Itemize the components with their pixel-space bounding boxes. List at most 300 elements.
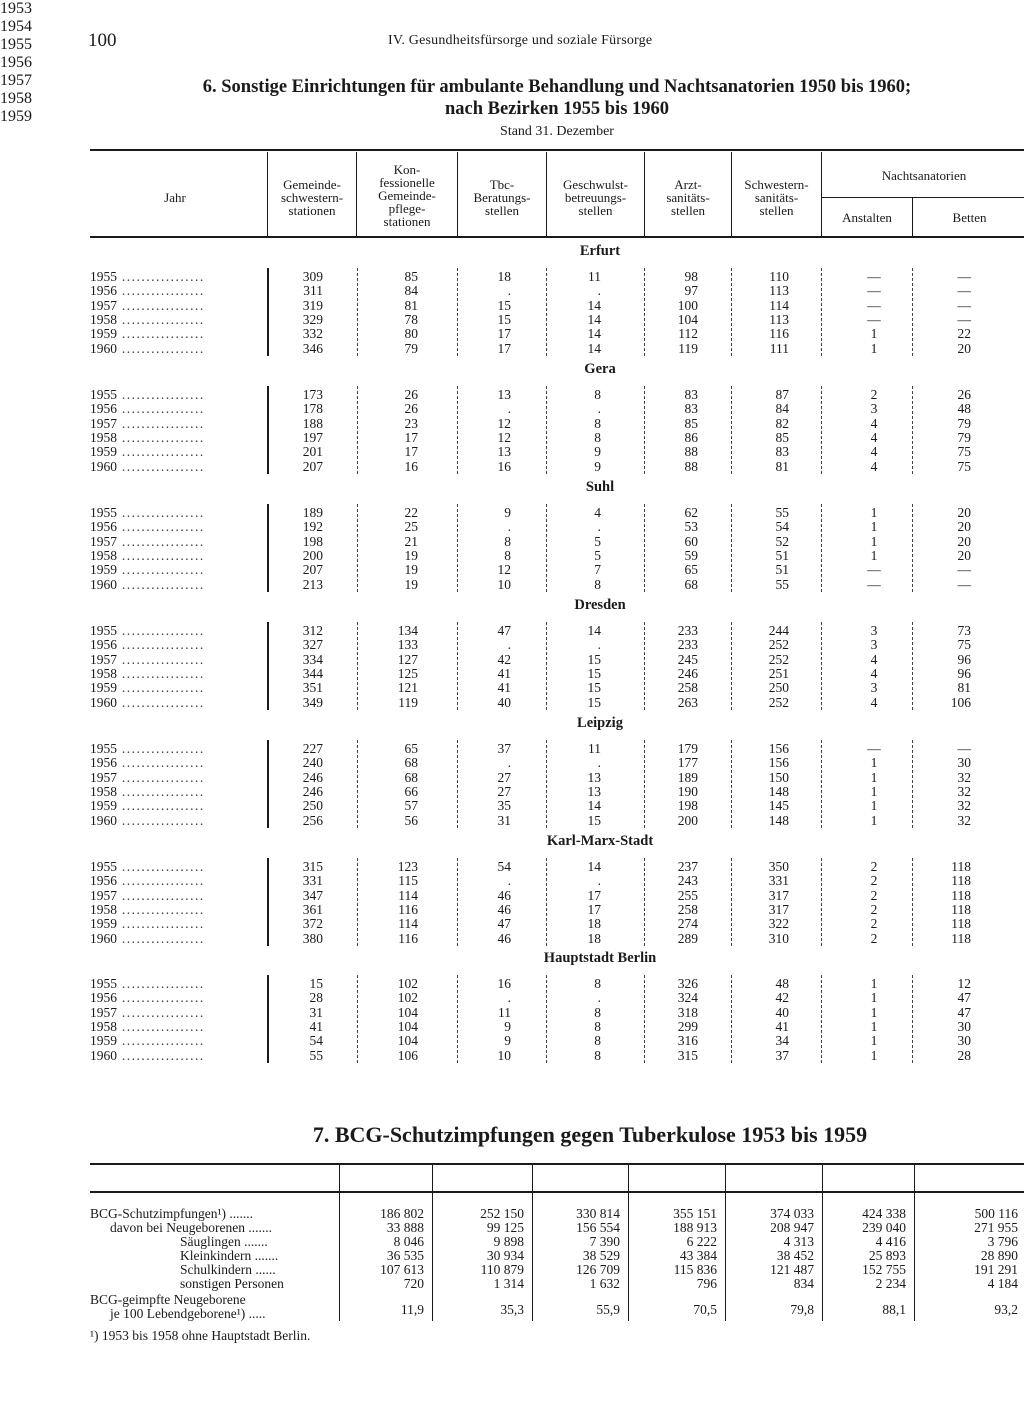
cell: 85 bbox=[404, 269, 418, 284]
header-geschwulst bbox=[547, 178, 644, 217]
cell: 73 bbox=[957, 623, 971, 638]
cell: 1 bbox=[870, 533, 878, 549]
cell: 2 bbox=[870, 387, 878, 402]
cell: 14 bbox=[587, 297, 601, 313]
section-title-dresden: Dresden bbox=[574, 597, 626, 613]
cell: 115 bbox=[398, 873, 418, 889]
table-row bbox=[0, 977, 1024, 991]
cell: 100 bbox=[677, 297, 698, 313]
cell: 16 bbox=[497, 976, 511, 991]
cell: 258 bbox=[677, 680, 698, 696]
t7-cell: 500 116 bbox=[974, 1206, 1018, 1221]
cell: 177 bbox=[677, 755, 698, 771]
cell: 361 bbox=[302, 902, 323, 918]
cell: 188 bbox=[302, 415, 323, 431]
cell: 10 bbox=[497, 576, 511, 592]
t7-top-rule bbox=[90, 1163, 1024, 1165]
leader-dots: ................. bbox=[117, 388, 205, 402]
cell: 20 bbox=[957, 533, 971, 549]
cell: 119 bbox=[398, 694, 418, 710]
t7-ratio-cell: 55,9 bbox=[596, 1302, 620, 1317]
table7-footnote: ¹) 1953 bis 1958 ohne Hauptstadt Berlin. bbox=[90, 1328, 311, 1343]
cell: 52 bbox=[775, 533, 789, 549]
year-cell bbox=[90, 785, 260, 799]
cell: 13 bbox=[497, 444, 511, 460]
year: 1960 bbox=[90, 577, 117, 592]
cell: 213 bbox=[302, 576, 323, 592]
cell: 9 bbox=[504, 505, 511, 520]
cell: 311 bbox=[303, 283, 323, 299]
cell: 346 bbox=[302, 340, 323, 356]
leader-dots: ................. bbox=[117, 431, 205, 446]
cell: 200 bbox=[302, 548, 323, 564]
t7-cell: 121 487 bbox=[770, 1262, 814, 1277]
table-row bbox=[0, 874, 1024, 888]
leader-dots: ................. bbox=[117, 888, 205, 903]
year-cell bbox=[90, 860, 260, 874]
cell: 31 bbox=[309, 1004, 323, 1020]
year: 1957 bbox=[90, 888, 117, 903]
year-cell bbox=[90, 535, 260, 549]
cell: 15 bbox=[497, 297, 511, 313]
t7-ratio-label-1: BCG-geimpfte Neugeborene bbox=[90, 1292, 246, 1307]
table-row bbox=[0, 520, 1024, 534]
cell: 329 bbox=[302, 312, 323, 328]
cell: 48 bbox=[957, 401, 971, 417]
cell: 3 bbox=[870, 623, 878, 638]
cell: 15 bbox=[587, 812, 601, 828]
t7-cell: 374 033 bbox=[770, 1206, 814, 1221]
year: 1958 bbox=[90, 431, 117, 446]
cell: 41 bbox=[775, 1019, 789, 1035]
leader-dots: ................. bbox=[117, 742, 205, 756]
header-betten: Betten bbox=[952, 210, 987, 225]
cell: 97 bbox=[684, 283, 698, 299]
cell: 22 bbox=[957, 326, 971, 342]
year-cell bbox=[90, 889, 260, 903]
cell: 51 bbox=[775, 548, 789, 564]
cell: 41 bbox=[497, 666, 511, 682]
year: 1955 bbox=[90, 270, 117, 284]
year: 1957 bbox=[90, 416, 117, 431]
cell: 79 bbox=[404, 340, 418, 356]
cell: 1 bbox=[870, 755, 878, 771]
cell: 189 bbox=[677, 769, 698, 785]
cell: 32 bbox=[957, 798, 971, 814]
cell: 178 bbox=[302, 401, 323, 417]
year-cell bbox=[90, 917, 260, 931]
leader-dots: ................. bbox=[117, 624, 205, 638]
cell: 40 bbox=[497, 694, 511, 710]
t7-year-header: 1954 bbox=[0, 18, 32, 35]
header-schwestern-line: stellen bbox=[759, 203, 794, 218]
table-row bbox=[0, 402, 1024, 416]
header-konfessionell-line: stationen bbox=[383, 214, 431, 229]
cell: — bbox=[867, 312, 881, 328]
table-row bbox=[0, 388, 1024, 402]
cell: 81 bbox=[957, 680, 971, 696]
cell: . bbox=[507, 755, 511, 771]
cell: 81 bbox=[404, 297, 418, 313]
cell: 3 bbox=[870, 401, 878, 417]
year-cell bbox=[90, 638, 260, 652]
cell: 125 bbox=[397, 666, 418, 682]
leader-dots: ................. bbox=[117, 563, 205, 578]
cell: 15 bbox=[309, 976, 323, 991]
cell: — bbox=[957, 269, 971, 284]
cell: 14 bbox=[587, 798, 601, 814]
leader-dots: ................. bbox=[117, 756, 205, 771]
cell: 318 bbox=[677, 1004, 698, 1020]
t7-year-header: 1958 bbox=[0, 90, 32, 107]
cell: 4 bbox=[870, 415, 878, 431]
leader-dots: ................. bbox=[117, 298, 205, 313]
cell: 246 bbox=[302, 784, 323, 800]
cell: 114 bbox=[769, 297, 789, 313]
cell: 106 bbox=[950, 694, 971, 710]
cell: 156 bbox=[768, 741, 789, 756]
cell: 347 bbox=[302, 887, 323, 903]
t7-cell: 126 709 bbox=[576, 1262, 620, 1277]
cell: 4 bbox=[870, 666, 878, 682]
year: 1956 bbox=[90, 874, 117, 889]
header-anstalten: Anstalten bbox=[842, 210, 892, 225]
cell: 19 bbox=[404, 576, 418, 592]
t7-cell: 271 955 bbox=[974, 1220, 1018, 1235]
cell: 258 bbox=[677, 902, 698, 918]
leader-dots: ................. bbox=[117, 813, 205, 828]
table-row bbox=[0, 771, 1024, 785]
year: 1955 bbox=[90, 860, 117, 874]
cell: 41 bbox=[497, 680, 511, 696]
cell: . bbox=[507, 519, 511, 535]
cell: 20 bbox=[957, 505, 971, 520]
table-row bbox=[0, 624, 1024, 638]
cell: 237 bbox=[677, 859, 698, 874]
cell: 54 bbox=[497, 859, 511, 874]
cell: . bbox=[597, 990, 601, 1006]
header-konfessionell-line: fessionelle bbox=[379, 175, 435, 190]
t7-cell: 834 bbox=[793, 1276, 814, 1291]
year-cell bbox=[90, 1006, 260, 1020]
cell: 372 bbox=[302, 916, 323, 932]
cell: 57 bbox=[404, 798, 418, 814]
t7-cell: 28 890 bbox=[980, 1248, 1018, 1263]
cell: 18 bbox=[497, 269, 511, 284]
cell: 11 bbox=[588, 269, 601, 284]
year: 1959 bbox=[90, 1034, 117, 1049]
header-gemeinde bbox=[268, 178, 356, 217]
leader-dots: ................. bbox=[117, 1048, 205, 1063]
year: 1958 bbox=[90, 903, 117, 918]
leader-dots: ................. bbox=[117, 313, 205, 328]
cell: 48 bbox=[775, 976, 789, 991]
year: 1960 bbox=[90, 341, 117, 356]
cell: 1 bbox=[870, 548, 878, 564]
cell: 14 bbox=[587, 623, 601, 638]
cell: 4 bbox=[870, 694, 878, 710]
t7-ratio-cell: 11,9 bbox=[400, 1302, 424, 1317]
cell: 13 bbox=[497, 387, 511, 402]
cell: 86 bbox=[684, 430, 698, 446]
cell: 14 bbox=[587, 312, 601, 328]
header-gemeinde-line: Gemeinde- bbox=[283, 177, 341, 192]
t7-cell: 107 613 bbox=[380, 1262, 424, 1277]
t7-cell: 252 150 bbox=[480, 1206, 524, 1221]
cell: 380 bbox=[302, 930, 323, 946]
cell: 26 bbox=[404, 387, 418, 402]
leader-dots: ................. bbox=[117, 695, 205, 710]
t7-year-header: 1953 bbox=[0, 0, 32, 17]
table-row bbox=[0, 932, 1024, 946]
year: 1957 bbox=[90, 652, 117, 667]
leader-dots: ................. bbox=[117, 903, 205, 918]
header-arzt-line: sanitäts- bbox=[666, 190, 710, 205]
cell: 32 bbox=[957, 769, 971, 785]
cell: 20 bbox=[957, 519, 971, 535]
cell: 1 bbox=[870, 784, 878, 800]
cell: 200 bbox=[677, 812, 698, 828]
t7-year-header: 1957 bbox=[0, 72, 32, 89]
year-cell bbox=[90, 520, 260, 534]
cell: 8 bbox=[594, 430, 601, 446]
cell: — bbox=[867, 283, 881, 299]
table-row bbox=[0, 549, 1024, 563]
header-schwestern-line: sanitäts- bbox=[754, 190, 799, 205]
cell: 85 bbox=[775, 430, 789, 446]
cell: 113 bbox=[769, 283, 789, 299]
leader-dots: ................. bbox=[117, 341, 205, 356]
cell: 2 bbox=[870, 859, 878, 874]
t7-cell: 33 888 bbox=[386, 1220, 424, 1235]
cell: 15 bbox=[587, 694, 601, 710]
t7-cell: 99 125 bbox=[486, 1220, 524, 1235]
table-row bbox=[0, 696, 1024, 710]
cell: 79 bbox=[957, 430, 971, 446]
table-row bbox=[0, 1034, 1024, 1048]
nacht-subrule bbox=[821, 197, 1024, 198]
cell: 83 bbox=[775, 444, 789, 460]
cell: 116 bbox=[398, 930, 418, 946]
cell: 84 bbox=[404, 283, 418, 299]
cell: 20 bbox=[957, 340, 971, 356]
cell: 324 bbox=[677, 990, 698, 1006]
cell: 179 bbox=[677, 741, 698, 756]
year: 1959 bbox=[90, 917, 117, 932]
cell: 312 bbox=[302, 623, 323, 638]
cell: . bbox=[507, 401, 511, 417]
header-top-rule bbox=[90, 149, 1024, 151]
cell: 332 bbox=[302, 326, 323, 342]
cell: 113 bbox=[769, 312, 789, 328]
cell: . bbox=[507, 283, 511, 299]
cell: 54 bbox=[775, 519, 789, 535]
cell: 1 bbox=[870, 769, 878, 785]
cell: 41 bbox=[309, 1019, 323, 1035]
year-cell bbox=[90, 799, 260, 813]
table-row bbox=[0, 270, 1024, 284]
t7-col-sep bbox=[432, 1165, 433, 1321]
cell: 102 bbox=[397, 990, 418, 1006]
cell: — bbox=[867, 741, 881, 756]
cell: 42 bbox=[775, 990, 789, 1006]
cell: 7 bbox=[594, 562, 601, 578]
leader-dots: ................. bbox=[117, 402, 205, 417]
t7-cell: 4 416 bbox=[875, 1234, 906, 1249]
cell: 68 bbox=[684, 576, 698, 592]
leader-dots: ................. bbox=[117, 931, 205, 946]
cell: — bbox=[957, 741, 971, 756]
cell: 40 bbox=[775, 1004, 789, 1020]
cell: 118 bbox=[951, 859, 971, 874]
cell: 35 bbox=[497, 798, 511, 814]
cell: 78 bbox=[404, 312, 418, 328]
t7-cell: 186 802 bbox=[380, 1206, 424, 1221]
table-row bbox=[0, 1049, 1024, 1063]
year: 1960 bbox=[90, 931, 117, 946]
header-tbc bbox=[458, 178, 546, 217]
year: 1960 bbox=[90, 695, 117, 710]
year-cell bbox=[90, 932, 260, 946]
t7-row-label: Säuglingen ....... bbox=[180, 1234, 268, 1249]
t7-col-sep bbox=[532, 1165, 533, 1321]
cell: 1 bbox=[870, 798, 878, 814]
table-row bbox=[0, 991, 1024, 1005]
t7-cell: 4 184 bbox=[987, 1276, 1018, 1291]
cell: 243 bbox=[677, 873, 698, 889]
cell: 53 bbox=[684, 519, 698, 535]
t7-cell: 6 222 bbox=[686, 1234, 717, 1249]
t7-cell: 3 796 bbox=[987, 1234, 1018, 1249]
cell: 8 bbox=[504, 533, 511, 549]
cell: 26 bbox=[404, 401, 418, 417]
cell: 197 bbox=[302, 430, 323, 446]
t7-year-header: 1956 bbox=[0, 54, 32, 71]
year: 1959 bbox=[90, 327, 117, 342]
cell: 173 bbox=[302, 387, 323, 402]
leader-dots: ................. bbox=[117, 577, 205, 592]
table-row bbox=[0, 814, 1024, 828]
cell: 1 bbox=[870, 505, 878, 520]
cell: 309 bbox=[302, 269, 323, 284]
year-cell bbox=[90, 460, 260, 474]
t7-cell: 30 934 bbox=[486, 1248, 524, 1263]
t7-ratio-cell: 88,1 bbox=[882, 1302, 906, 1317]
cell: 289 bbox=[677, 930, 698, 946]
year-cell bbox=[90, 991, 260, 1005]
cell: 227 bbox=[302, 741, 323, 756]
cell: 118 bbox=[951, 916, 971, 932]
table-row bbox=[0, 785, 1024, 799]
t7-cell: 2 234 bbox=[875, 1276, 906, 1291]
t7-cell: 38 529 bbox=[582, 1248, 620, 1263]
header-tbc-line: Beratungs- bbox=[473, 190, 531, 205]
cell: — bbox=[867, 269, 881, 284]
cell: 106 bbox=[397, 1047, 418, 1063]
cell: 56 bbox=[404, 812, 418, 828]
cell: 32 bbox=[957, 784, 971, 800]
cell: — bbox=[957, 297, 971, 313]
year-cell bbox=[90, 1020, 260, 1034]
t7-ratio-cell: 93,2 bbox=[994, 1302, 1018, 1317]
year-cell bbox=[90, 506, 260, 520]
header-geschwulst-line: stellen bbox=[578, 203, 613, 218]
cell: 81 bbox=[775, 458, 789, 474]
cell: 133 bbox=[397, 637, 418, 653]
cell: 60 bbox=[684, 533, 698, 549]
cell: 30 bbox=[957, 755, 971, 771]
cell: 244 bbox=[768, 623, 789, 638]
table-row bbox=[0, 653, 1024, 667]
cell: 331 bbox=[302, 873, 323, 889]
cell: — bbox=[867, 297, 881, 313]
cell: 9 bbox=[504, 1019, 511, 1035]
year: 1957 bbox=[90, 1005, 117, 1020]
table-row bbox=[0, 799, 1024, 813]
cell: 2 bbox=[870, 902, 878, 918]
cell: 46 bbox=[497, 930, 511, 946]
cell: 12 bbox=[957, 976, 971, 991]
t7-cell: 239 040 bbox=[862, 1220, 906, 1235]
section-title-hauptstadt-berlin: Hauptstadt Berlin bbox=[543, 950, 657, 966]
t7-cell: 796 bbox=[696, 1276, 717, 1291]
cell: 31 bbox=[497, 812, 511, 828]
cell: 1 bbox=[870, 519, 878, 535]
cell: . bbox=[507, 873, 511, 889]
table6-title-line2: nach Bezirken 1955 bis 1960 bbox=[444, 99, 670, 119]
t7-cell: 188 913 bbox=[673, 1220, 717, 1235]
cell: 16 bbox=[404, 458, 418, 474]
leader-dots: ................. bbox=[117, 785, 205, 800]
cell: 15 bbox=[587, 651, 601, 667]
table6-subtitle: Stand 31. Dezember bbox=[500, 124, 614, 139]
year: 1959 bbox=[90, 681, 117, 696]
cell: 250 bbox=[768, 680, 789, 696]
section-title-leipzig: Leipzig bbox=[577, 715, 623, 731]
section-title-karl-marx-stadt: Karl-Marx-Stadt bbox=[546, 833, 654, 849]
cell: 82 bbox=[775, 415, 789, 431]
cell: 23 bbox=[404, 415, 418, 431]
cell: 17 bbox=[497, 326, 511, 342]
cell: 83 bbox=[684, 401, 698, 417]
t7-ratio-cell: 70,5 bbox=[693, 1302, 717, 1317]
table-row bbox=[0, 431, 1024, 445]
year: 1958 bbox=[90, 785, 117, 800]
year: 1956 bbox=[90, 402, 117, 417]
leader-dots: ................. bbox=[117, 459, 205, 474]
cell: 8 bbox=[594, 1019, 601, 1035]
cell: 8 bbox=[594, 1033, 601, 1049]
cell: — bbox=[867, 562, 881, 578]
table-row bbox=[0, 460, 1024, 474]
cell: . bbox=[597, 401, 601, 417]
t7-row-label: davon bei Neugeborenen ....... bbox=[110, 1220, 272, 1235]
year-cell bbox=[90, 903, 260, 917]
leader-dots: ................. bbox=[117, 681, 205, 696]
cell: 55 bbox=[775, 505, 789, 520]
cell: 334 bbox=[302, 651, 323, 667]
cell: 118 bbox=[951, 930, 971, 946]
year: 1958 bbox=[90, 549, 117, 564]
cell: 47 bbox=[957, 1004, 971, 1020]
cell: 190 bbox=[677, 784, 698, 800]
header-konfessionell bbox=[357, 163, 457, 228]
cell: 4 bbox=[870, 458, 878, 474]
cell: 326 bbox=[677, 976, 698, 991]
leader-dots: ................. bbox=[117, 652, 205, 667]
cell: 111 bbox=[769, 340, 789, 356]
cell: 47 bbox=[957, 990, 971, 1006]
